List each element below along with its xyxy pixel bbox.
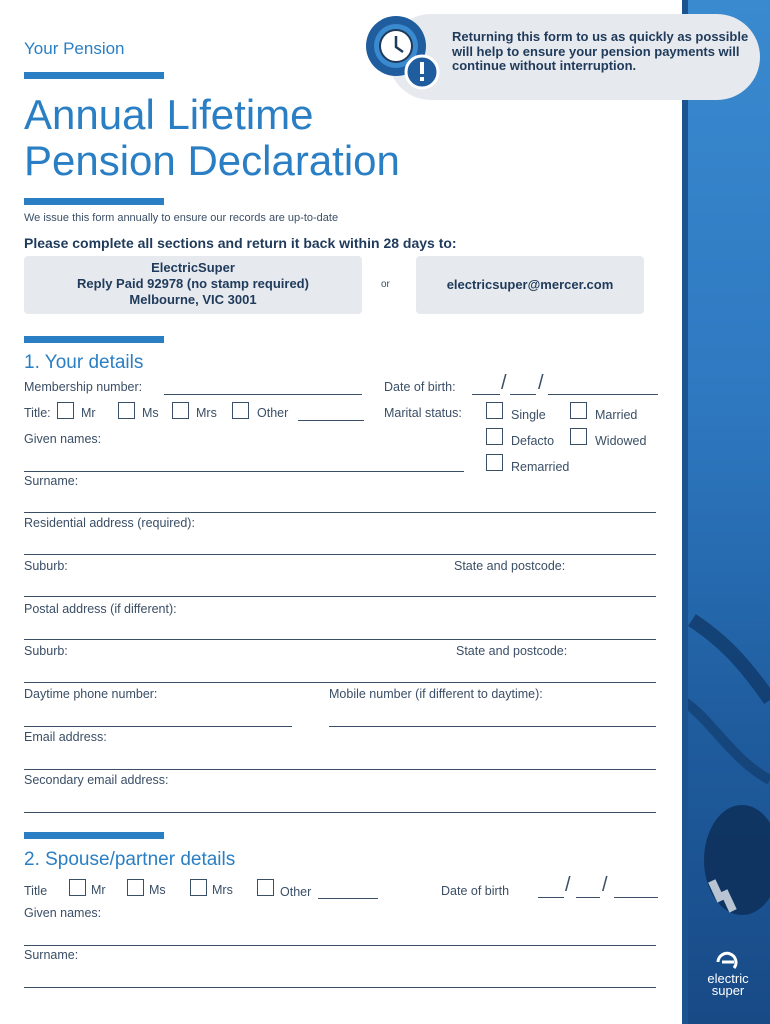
- secondary-email-field[interactable]: [24, 812, 656, 813]
- spouse-title-mr-checkbox[interactable]: [69, 879, 86, 896]
- secondary-email-label: Secondary email address:: [24, 773, 169, 787]
- title-other-field[interactable]: [298, 420, 364, 421]
- intro-text: We issue this form annually to ensure our records are up-to-date: [24, 212, 339, 224]
- spouse-dob-day-field[interactable]: [538, 897, 564, 898]
- title-ms-checkbox[interactable]: [118, 402, 135, 419]
- or-text: or: [381, 279, 390, 290]
- marital-widowed-checkbox[interactable]: [570, 428, 587, 445]
- clock-alert-icon: [356, 10, 446, 100]
- notice-text: Returning this form to us as quickly as possible will help to ensure your pension payments will continue without interruption.: [452, 29, 749, 73]
- accent-bar: [24, 336, 164, 343]
- spouse-title-mr-label: Mr: [91, 883, 106, 897]
- membership-number-field[interactable]: [164, 394, 362, 395]
- section1-heading: 1. Your details: [24, 352, 144, 373]
- dob-month-field[interactable]: [510, 394, 536, 395]
- title-line1: Annual Lifetime: [24, 91, 314, 138]
- suburb-label: Suburb:: [24, 559, 68, 573]
- state-postcode2-label: State and postcode:: [456, 644, 568, 658]
- given-names-field[interactable]: [24, 471, 464, 472]
- suburb2-state-field[interactable]: [24, 682, 656, 683]
- email-label: Email address:: [24, 730, 107, 744]
- title-other-label: Other: [257, 406, 289, 420]
- email-field[interactable]: [24, 769, 656, 770]
- marital-remarried-checkbox[interactable]: [486, 454, 503, 471]
- marital-single-checkbox[interactable]: [486, 402, 503, 419]
- title-mr-checkbox[interactable]: [57, 402, 74, 419]
- marital-status-label: Marital status:: [384, 406, 462, 420]
- sidebar-edge: [682, 0, 688, 1024]
- spouse-given-names-label: Given names:: [24, 906, 102, 920]
- spouse-surname-field[interactable]: [24, 987, 656, 988]
- spouse-title-ms-label: Ms: [149, 883, 166, 897]
- dob-day-field[interactable]: [472, 394, 500, 395]
- spouse-dob-year-field[interactable]: [614, 897, 658, 898]
- postal-line1: ElectricSuper: [151, 260, 235, 275]
- mobile-label: Mobile number (if different to daytime):: [329, 687, 543, 701]
- given-names-label: Given names:: [24, 432, 102, 446]
- accent-bar: [24, 198, 164, 205]
- marital-remarried-label: Remarried: [511, 460, 570, 474]
- marital-defacto-checkbox[interactable]: [486, 428, 503, 445]
- dob-label: Date of birth:: [384, 380, 456, 394]
- accent-bar: [24, 72, 164, 79]
- spouse-given-names-field[interactable]: [24, 945, 656, 946]
- spouse-title-other-label: Other: [280, 885, 312, 899]
- spouse-dob-month-field[interactable]: [576, 897, 600, 898]
- logo-line2: super: [711, 983, 745, 998]
- spouse-title-other-field[interactable]: [318, 898, 378, 899]
- title-mr-label: Mr: [81, 406, 96, 420]
- dob-year-field[interactable]: [548, 394, 658, 395]
- marital-married-label: Married: [595, 408, 638, 422]
- marital-single-label: Single: [511, 408, 546, 422]
- daytime-phone-field[interactable]: [24, 726, 292, 727]
- title-mrs-label: Mrs: [196, 406, 217, 420]
- spouse-title-mrs-checkbox[interactable]: [190, 879, 207, 896]
- suburb2-label: Suburb:: [24, 644, 68, 658]
- accent-bar: [24, 832, 164, 839]
- spouse-dob-slash: /: [602, 874, 608, 896]
- postal-address-label: Postal address (if different):: [24, 602, 177, 616]
- marital-defacto-label: Defacto: [511, 434, 555, 448]
- spouse-title-label: Title: [24, 884, 48, 898]
- title-other-checkbox[interactable]: [232, 402, 249, 419]
- postal-line3: Melbourne, VIC 3001: [129, 292, 257, 307]
- daytime-phone-label: Daytime phone number:: [24, 687, 158, 701]
- section2-heading: 2. Spouse/partner details: [24, 849, 236, 870]
- title-line2: Pension Declaration: [24, 137, 400, 184]
- spouse-dob-slash: /: [565, 874, 571, 896]
- title-mrs-checkbox[interactable]: [172, 402, 189, 419]
- membership-number-label: Membership number:: [24, 380, 143, 394]
- suburb-state-field[interactable]: [24, 596, 656, 597]
- email-return-box: [416, 256, 644, 314]
- postal-address-field[interactable]: [24, 639, 656, 640]
- spouse-surname-label: Surname:: [24, 948, 79, 962]
- spouse-title-other-checkbox[interactable]: [257, 879, 274, 896]
- cable-plug-illustration: [682, 0, 770, 1024]
- dob-slash: /: [501, 372, 507, 394]
- state-postcode-label: State and postcode:: [454, 559, 566, 573]
- surname-field[interactable]: [24, 512, 656, 513]
- spouse-title-ms-checkbox[interactable]: [127, 879, 144, 896]
- postal-line2: Reply Paid 92978 (no stamp required): [77, 276, 309, 291]
- brand-logo-text: [694, 973, 762, 997]
- title-label: Title:: [24, 406, 51, 420]
- dob-slash: /: [538, 372, 544, 394]
- surname-label: Surname:: [24, 474, 79, 488]
- logo-line1: electric: [707, 971, 749, 986]
- postal-address-box: [24, 256, 362, 314]
- kicker: Your Pension: [24, 39, 125, 58]
- spouse-dob-label: Date of birth: [441, 884, 510, 898]
- marital-married-checkbox[interactable]: [570, 402, 587, 419]
- instruction-text: Please complete all sections and return it back within 28 days to:: [24, 235, 457, 251]
- return-email[interactable]: electricsuper@mercer.com: [446, 277, 614, 292]
- residential-address-label: Residential address (required):: [24, 516, 195, 530]
- title-ms-label: Ms: [142, 406, 159, 420]
- mobile-field[interactable]: [329, 726, 656, 727]
- decorative-sidebar: [682, 0, 770, 1024]
- electric-super-logo-icon: [714, 950, 742, 972]
- marital-widowed-label: Widowed: [595, 434, 647, 448]
- spouse-title-mrs-label: Mrs: [212, 883, 233, 897]
- residential-address-field[interactable]: [24, 554, 656, 555]
- page-title: [24, 92, 400, 184]
